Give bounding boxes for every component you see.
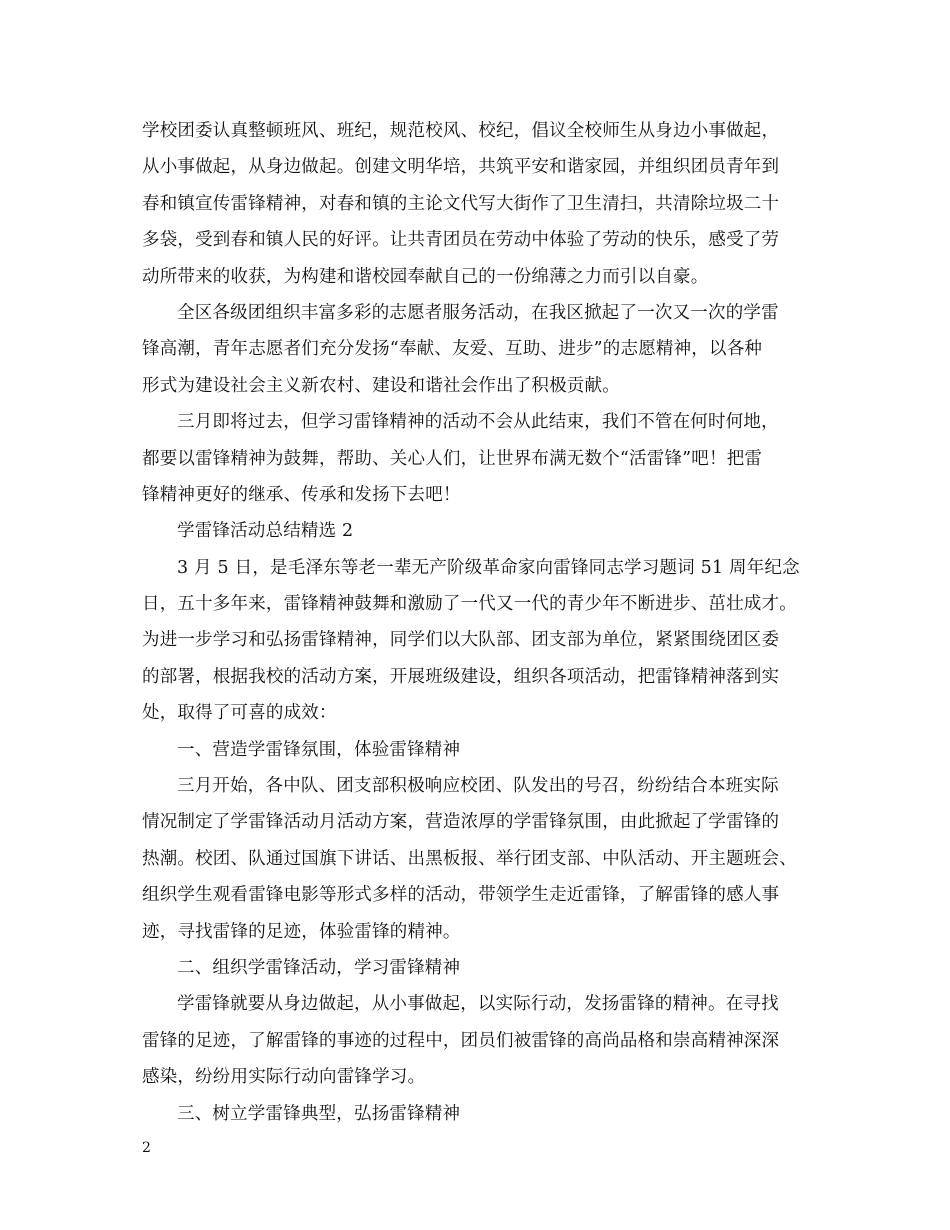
text-line: 热潮。校团、队通过国旗下讲话、出黑板报、举行团支部、中队活动、开主题班会、 bbox=[142, 848, 797, 869]
page-number: 2 bbox=[142, 1140, 151, 1156]
text-line: 三月开始，各中队、团支部积极响应校团、队发出的号召，纷纷结合本班实际 bbox=[177, 776, 779, 797]
text-line: 3 月 5 日，是毛泽东等老一辈无产阶级革命家向雷锋同志学习题词 51 周年纪念 bbox=[177, 557, 800, 578]
text-line: 组织学生观看雷锋电影等形式多样的活动，带领学生走近雷锋，了解雷锋的感人事 bbox=[142, 885, 780, 906]
text-line: 日，五十多年来，雷锋精神鼓舞和激励了一代又一代的青少年不断进步、茁壮成才。 bbox=[142, 594, 797, 615]
text-line: 三月即将过去，但学习雷锋精神的活动不会从此结束，我们不管在何时何地， bbox=[177, 412, 779, 433]
text-line: 动所带来的收获，为构建和谐校园奉献自己的一份绵薄之力而引以自豪。 bbox=[142, 266, 709, 287]
text-line: 都要以雷锋精神为鼓舞，帮助、关心人们，让世界布满无数个“活雷锋”吧！把雷 bbox=[142, 448, 763, 469]
text-line: 二、组织学雷锋活动，学习雷锋精神 bbox=[177, 957, 461, 978]
text-line: 多袋，受到春和镇人民的好评。让共青团员在劳动中体验了劳动的快乐，感受了劳 bbox=[142, 230, 780, 251]
text-line: 一、营造学雷锋氛围，体验雷锋精神 bbox=[177, 739, 461, 760]
text-line: 三、树立学雷锋典型，弘扬雷锋精神 bbox=[177, 1103, 461, 1124]
text-line: 情况制定了学雷锋活动月活动方案，营造浓厚的学雷锋氛围，由此掀起了学雷锋的 bbox=[142, 812, 780, 833]
text-line: 雷锋的足迹，了解雷锋的事迹的过程中，团员们被雷锋的高尚品格和崇高精神深深 bbox=[142, 1030, 780, 1051]
text-line: 处，取得了可喜的成效： bbox=[142, 703, 337, 724]
text-line: 从小事做起，从身边做起。创建文明华培，共筑平安和谐家园，并组织团员青年到 bbox=[142, 157, 780, 178]
text-line: 感染，纷纷用实际行动向雷锋学习。 bbox=[142, 1067, 426, 1088]
body-text bbox=[142, 113, 832, 1132]
text-line: 锋精神更好的继承、传承和发扬下去吧！ bbox=[142, 484, 461, 505]
text-line: 锋高潮，青年志愿者们充分发扬“奉献、友爱、互助、进步”的志愿精神，以各种 bbox=[142, 339, 763, 360]
text-line: 学雷锋就要从身边做起，从小事做起，以实际行动，发扬雷锋的精神。在寻找 bbox=[177, 994, 779, 1015]
text-line: 学校团委认真整顿班风、班纪，规范校风、校纪，倡议全校师生从身边小事做起， bbox=[142, 121, 780, 141]
text-line: 全区各级团组织丰富多彩的志愿者服务活动，在我区掀起了一次又一次的学雷 bbox=[177, 302, 779, 323]
text-line: 春和镇宣传雷锋精神，对春和镇的主论文代写大街作了卫生清扫，共清除垃圾二十 bbox=[142, 193, 780, 214]
text-line: 的部署，根据我校的活动方案，开展班级建设，组织各项活动，把雷锋精神落到实 bbox=[142, 666, 780, 687]
text-line: 为进一步学习和弘扬雷锋精神，同学们以大队部、团支部为单位，紧紧围绕团区委 bbox=[142, 630, 780, 651]
text-line: 形式为建设社会主义新农村、建设和谐社会作出了积极贡献。 bbox=[142, 375, 620, 396]
text-line: 迹，寻找雷锋的足迹，体验雷锋的精神。 bbox=[142, 921, 461, 942]
text-line: 学雷锋活动总结精选 2 bbox=[177, 521, 354, 542]
